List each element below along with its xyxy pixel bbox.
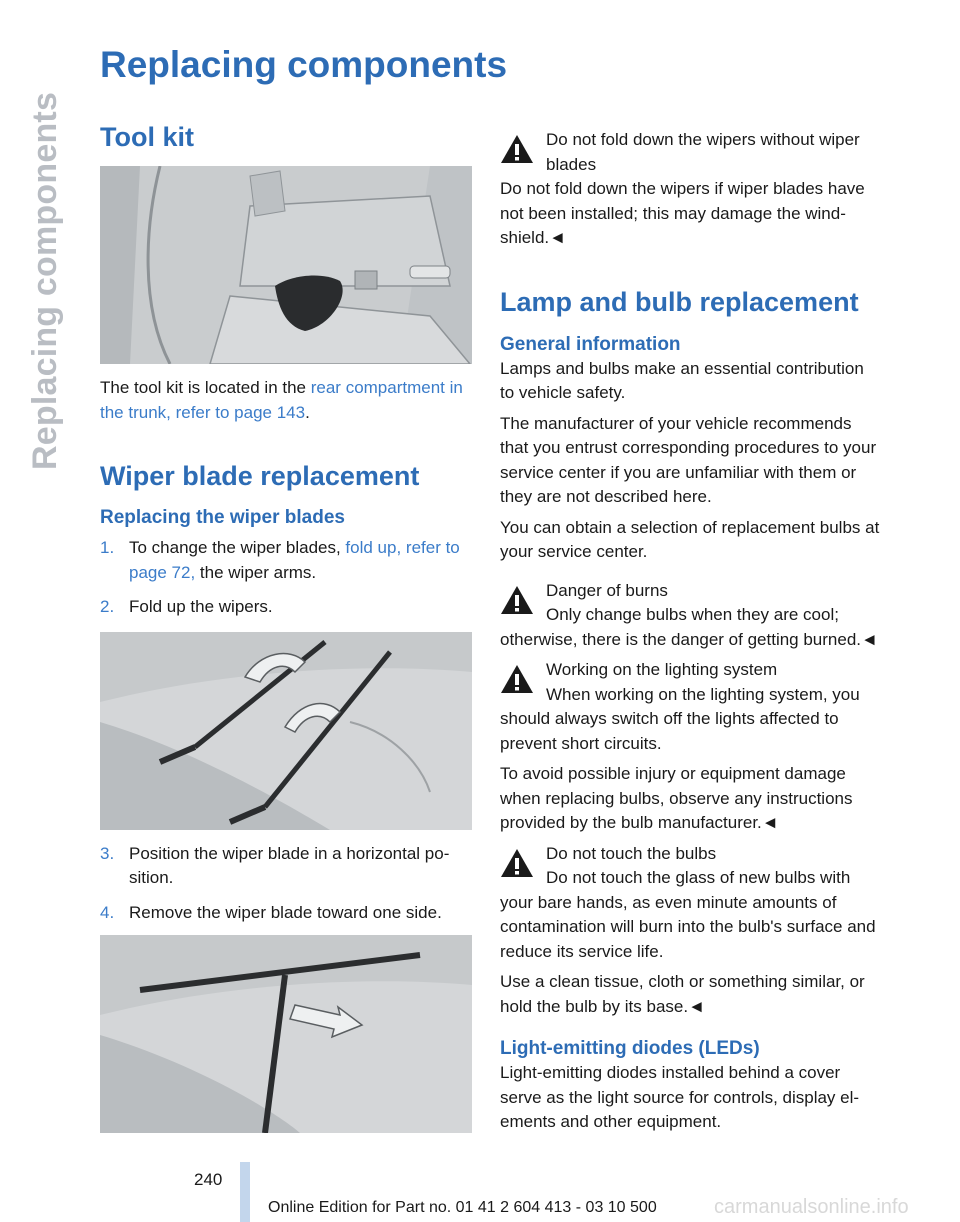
lighting-warning-body: When working on the lighting system, you should always switch off the lights affected to prevent short circuits.: [500, 684, 860, 753]
lighting-warning-extra: To avoid possible injury or equipment damage when replacing bulbs, observe any instructions provided by the bulb manufacturer.◄: [500, 764, 853, 832]
tool-kit-trunk-illustration: [100, 166, 472, 364]
list-item: [100, 842, 472, 891]
step-text: the wiper arms.: [195, 562, 317, 582]
wiper-warning: [500, 128, 880, 251]
fold-up-wipers-illustration: [100, 632, 472, 830]
tool-kit-page-link[interactable]: rear compartment in the trunk, refer to page 143: [100, 378, 463, 422]
warning-triangle-icon: [500, 664, 534, 694]
remove-wiper-blade-illustration: [100, 935, 472, 1133]
side-chapter-title: Replacing components: [26, 91, 64, 470]
right-column: [500, 128, 880, 1135]
touch-bulbs-warning-title: Do not touch the bulbs: [546, 843, 717, 863]
lamp-heading: Lamp and bulb replacement: [500, 286, 859, 317]
page-title: Replacing components: [100, 44, 508, 85]
wiper-steps-2: [100, 842, 472, 926]
burns-warning-title: Danger of burns: [546, 580, 668, 600]
tool-kit-heading: Tool kit: [100, 122, 194, 152]
watermark: carmanualsonline.info: [714, 1196, 909, 1218]
touch-bulbs-warning: [500, 842, 880, 1020]
left-column: [100, 120, 472, 1133]
tool-kit-text-end: .: [305, 402, 310, 422]
step-text: Remove the wiper blade toward one side.: [129, 902, 442, 922]
footer-accent-bar: [240, 1162, 250, 1222]
wiper-subheading: Replacing the wiper blades: [100, 507, 345, 528]
wiper-warning-title: Do not fold down the wipers without wiper blades: [546, 130, 860, 174]
lighting-warning: [500, 658, 880, 836]
general-info-heading: General information: [500, 333, 681, 355]
warning-triangle-icon: [500, 848, 534, 878]
wiper-heading: Wiper blade replacement: [100, 461, 420, 491]
step-number: 4.: [100, 902, 115, 922]
step-text: To change the wiper blades,: [129, 538, 346, 557]
step-number: 3.: [100, 843, 115, 863]
led-text: Light-emitting diodes installed behind a cover serve as the light source for controls, display el-ements and other equipment.: [500, 1063, 860, 1131]
wiper-warning-body: Do not fold down the wipers if wiper blades have not been installed; this may damage the wind-shield.◄: [500, 179, 865, 247]
fold-up-page-link[interactable]: fold up, refer to page 72,: [129, 538, 460, 582]
burns-warning-body: Only change bulbs when they are cool; otherwise, there is the danger of getting burned.◄: [500, 605, 878, 649]
edition-footer: Online Edition for Part no. 01 41 2 604 413 - 03 10 500: [268, 1199, 657, 1216]
page-number: 240: [194, 1170, 223, 1189]
step-number: 1.: [100, 538, 115, 557]
touch-bulbs-warning-body: Do not touch the glass of new bulbs with your bare hands, as even minute amounts of contamination will burn into the bulb's surface and reduce its service life.: [500, 868, 876, 961]
list-item: [100, 595, 472, 620]
step-text: Position the wiper blade in a horizontal po-sition.: [129, 843, 450, 887]
wiper-steps-1: [100, 536, 472, 620]
warning-triangle-icon: [500, 134, 534, 164]
tool-kit-text-start: The tool kit is located in the: [100, 378, 311, 397]
step-number: 2.: [100, 597, 115, 616]
lamp-paragraph-2: The manufacturer of your vehicle recommends that you entrust corresponding procedures to your service center if you are unfamiliar with them or they are not described here.: [500, 413, 877, 506]
list-item: [100, 901, 472, 926]
led-heading: Light-emitting diodes (LEDs): [500, 1038, 760, 1059]
lamp-paragraph-3: You can obtain a selection of replacement bulbs at your service center.: [500, 517, 880, 561]
lighting-warning-title: Working on the lighting system: [546, 660, 778, 679]
lamp-paragraph-1: Lamps and bulbs make an essential contribution to vehicle safety.: [500, 358, 864, 402]
touch-bulbs-warning-extra: Use a clean tissue, cloth or something similar, or hold the bulb by its base.◄: [500, 972, 865, 1016]
step-text: Fold up the wipers.: [129, 597, 273, 616]
tool-kit-text: [100, 376, 472, 425]
burns-warning: [500, 579, 880, 653]
list-item: [100, 536, 472, 585]
warning-triangle-icon: [500, 585, 534, 615]
